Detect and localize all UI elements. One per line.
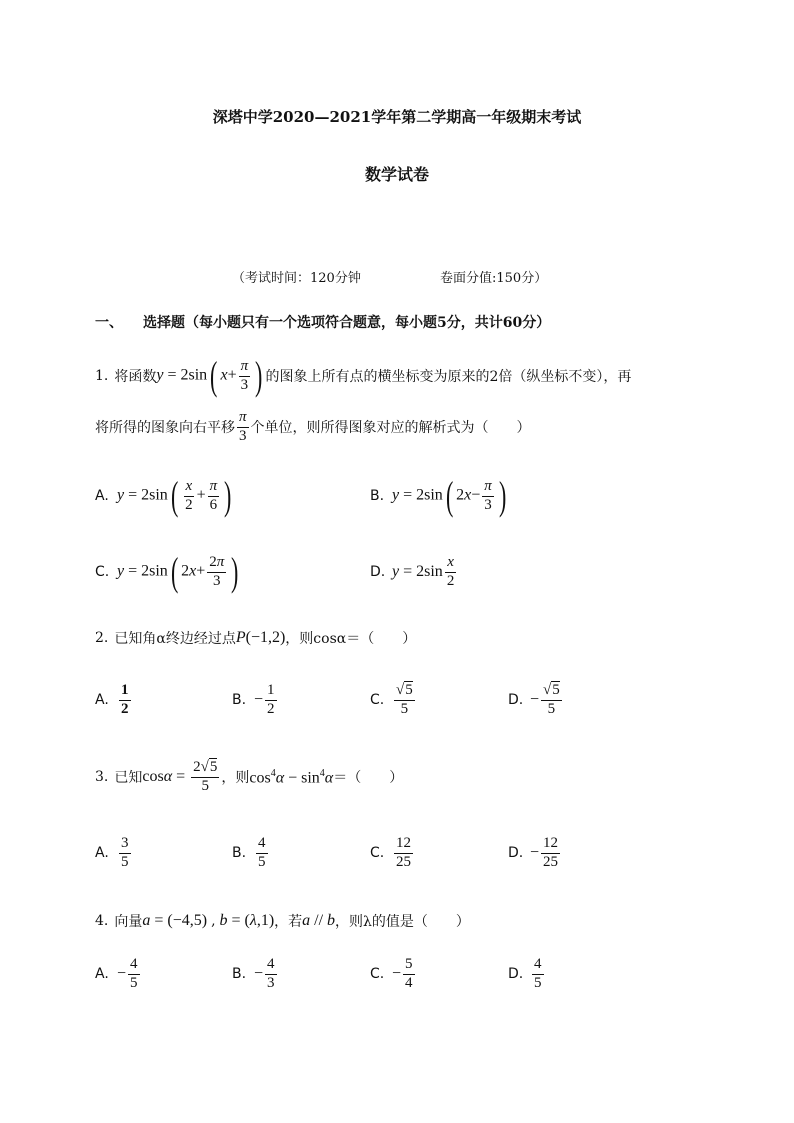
option-3c [370,836,415,871]
question-text: 已知角α终边经过点 [114,631,236,647]
option-1d [370,555,458,590]
option-2c [370,683,417,718]
option-label: A. [95,845,109,862]
option-label: D. [508,692,524,709]
math-formula: $\cos^4\alpha - \sin^4\alpha$ [249,767,334,786]
option-label: A. [95,966,109,983]
math-formula: $\frac{\pi}{3}$ [239,409,247,444]
math-formula: P(−1,2) [235,629,286,646]
math-formula: a = (−4,5) [142,912,208,929]
question-1-line-2 [95,410,531,445]
math-formula: − $\frac{12}{25}$ [530,835,559,870]
section-heading: 选择题（每小题只有一个选项符合题意，每小题5分，共计60分） [143,315,551,331]
question-1-line-1 [95,353,632,398]
option-2b [232,683,279,718]
option-2d [508,683,564,718]
question-text: 向量 [114,914,143,930]
question-text: 个单位，则所得图象对应的解析式为（ ） [250,420,531,437]
option-label: C. [370,692,385,709]
subject-title: 数学试卷 [364,165,429,184]
option-1c [95,549,242,594]
question-text: ＝（ ） [333,770,404,787]
math-formula: y = 2sin( 2x− $\frac{\pi}{3}$ ) [392,473,507,518]
option-label: D. [370,564,386,581]
question-4: 4. 向量 a = (−4,5) , b = (λ,1) ，若 a // b ，则λ的值是（ ） [95,912,470,930]
option-label: A. [95,692,109,709]
option-label: B. [232,845,247,862]
question-2 [95,628,416,648]
option-label: A. [95,488,109,504]
question-text: ，若 [274,914,303,930]
option-label: C. [95,564,110,580]
option-label: C. [370,966,385,983]
math-formula: − $\frac{4}{3}$ [254,956,275,991]
math-formula: a // b [302,912,336,929]
math-formula: $\frac{3}{5}$ [121,835,129,870]
option-label: C. [370,845,385,862]
option-4c [370,957,417,992]
option-4d [508,957,546,992]
option-4a [95,957,142,992]
question-text: 将所得的图象向右平移 [95,420,235,437]
math-formula: $\frac{4}{5}$ [534,956,542,991]
math-formula: $\frac{√5}{5}$ [396,682,413,717]
math-formula: − $\frac{5}{4}$ [392,956,413,991]
exam-time: （考试时间：120分钟 [232,271,361,286]
option-label: B. [232,692,247,709]
question-text: 的图象上所有点的横坐标变为原来的2倍（纵坐标不变），再 [265,369,632,385]
question-3 [95,760,403,795]
question-number: 4. [95,913,109,929]
option-label: B. [232,966,247,983]
full-score: 卷面分值:150分） [440,271,548,286]
math-formula: y = 2sin( x+ $\frac{\pi}{3}$ ) [156,353,263,398]
math-formula: − $\frac{4}{5}$ [117,956,138,991]
option-label: D. [508,966,524,983]
question-number: 1. [95,368,109,384]
math-formula: − $\frac{√5}{5}$ [530,682,560,717]
section-number: 一、 [95,315,123,331]
math-formula: cosα = $\frac{2√5}{5}$ [142,759,218,794]
math-formula: y = 2sin $\frac{x}{2}$ [392,554,455,589]
option-1a [95,473,235,518]
math-formula: b = (λ,1) [219,912,275,929]
option-3d [508,836,562,871]
exam-title: 深塔中学2020—2021学年第二学期高一年级期末考试 [212,108,582,126]
math-formula: y = 2sin( $\frac{x}{2}$ + $\frac{\pi}{6}$ ) [117,473,232,518]
question-text: 将函数 [114,369,157,385]
option-label: D. [508,845,524,862]
option-3a [95,836,133,871]
question-number: 3. [95,769,109,786]
option-2a [95,683,133,718]
question-text: ，则λ的值是（ ） [335,914,470,930]
math-formula: $\frac{1}{2}$ [121,682,129,717]
option-1b [370,473,509,518]
math-formula: $\frac{4}{5}$ [258,835,266,870]
option-4b [232,957,279,992]
question-text: ，则cosα＝（ ） [285,631,417,647]
option-3b [232,836,270,871]
math-formula: $\frac{12}{25}$ [396,835,411,870]
option-label: B. [370,488,385,504]
question-text: 已知 [114,770,143,787]
math-formula: − $\frac{1}{2}$ [254,682,275,717]
math-formula: y = 2sin( 2x+ $\frac{2\pi}{3}$ ) [117,549,239,594]
question-text: ，则 [221,770,250,787]
question-number: 2. [95,630,109,646]
